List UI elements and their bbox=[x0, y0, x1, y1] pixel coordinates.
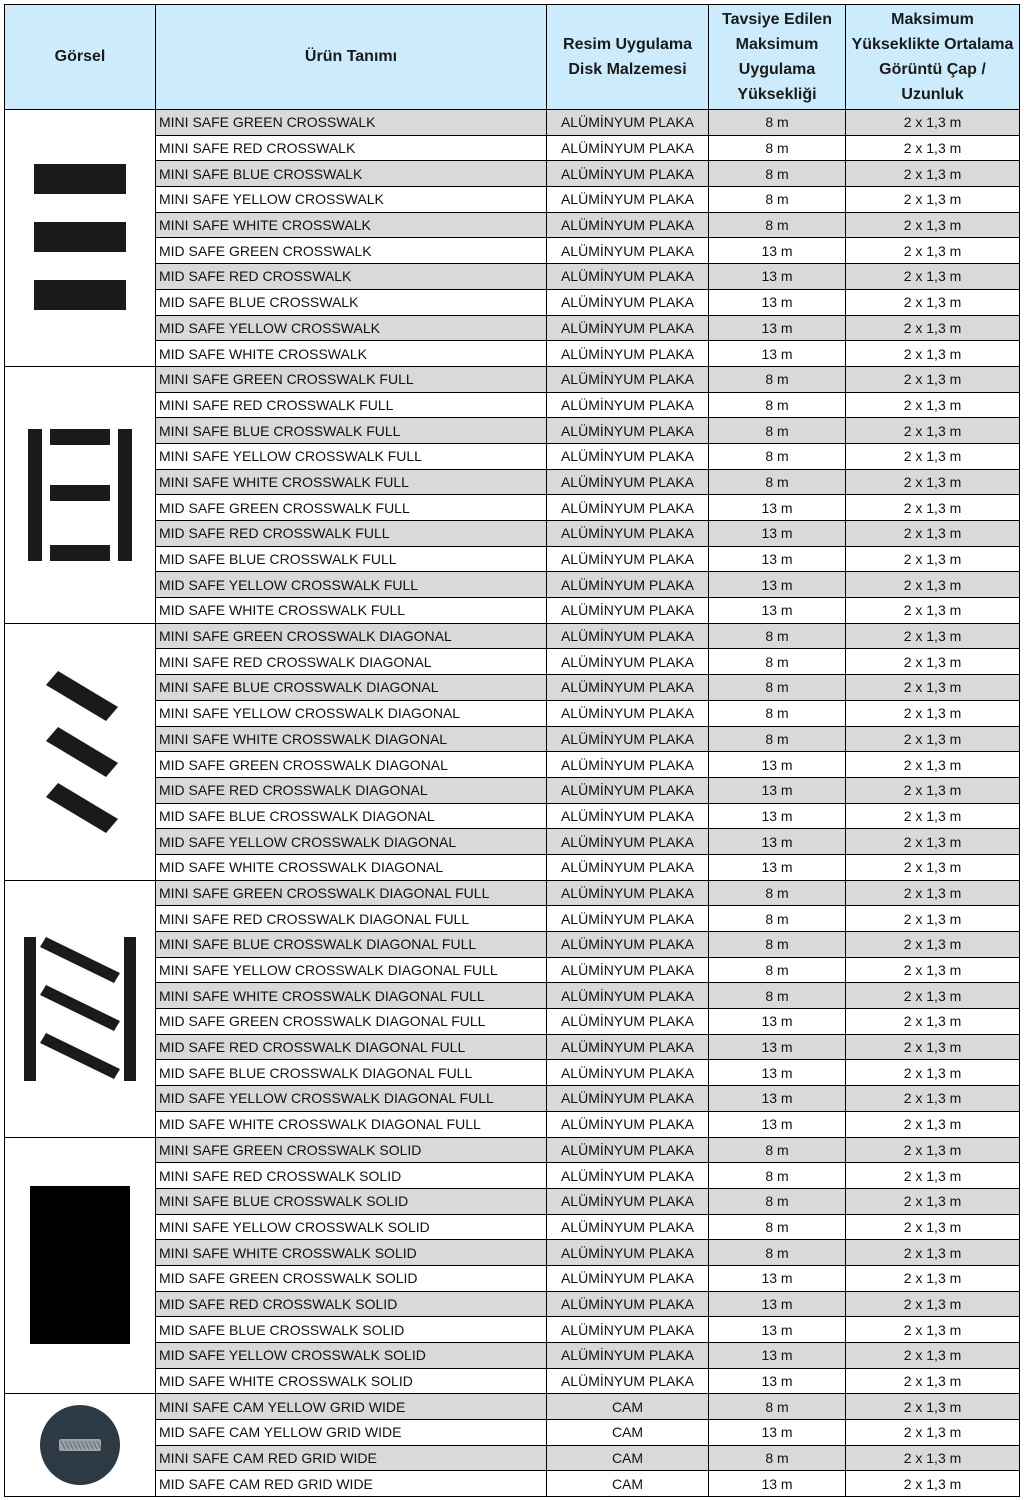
height-cell: 13 m bbox=[709, 1034, 846, 1060]
material-cell: CAM bbox=[547, 1445, 709, 1471]
gorsel-cell bbox=[5, 623, 156, 880]
size-cell: 2 x 1,3 m bbox=[846, 1394, 1020, 1420]
table-row bbox=[5, 238, 1020, 264]
product-name-cell: MID SAFE YELLOW CROSSWALK bbox=[156, 315, 547, 341]
table-row bbox=[5, 1034, 1020, 1060]
table-row bbox=[5, 777, 1020, 803]
product-name-cell: MINI SAFE CAM RED GRID WIDE bbox=[156, 1445, 547, 1471]
table-row bbox=[5, 110, 1020, 136]
material-cell: ALÜMİNYUM PLAKA bbox=[547, 572, 709, 598]
table-row bbox=[5, 1368, 1020, 1394]
height-cell: 8 m bbox=[709, 700, 846, 726]
material-cell: CAM bbox=[547, 1471, 709, 1497]
size-cell: 2 x 1,3 m bbox=[846, 1420, 1020, 1446]
height-cell: 8 m bbox=[709, 161, 846, 187]
material-cell: ALÜMİNYUM PLAKA bbox=[547, 649, 709, 675]
product-name-cell: MINI SAFE BLUE CROSSWALK DIAGONAL bbox=[156, 675, 547, 701]
size-cell: 2 x 1,3 m bbox=[846, 264, 1020, 290]
height-cell: 8 m bbox=[709, 1445, 846, 1471]
product-name-cell: MID SAFE BLUE CROSSWALK SOLID bbox=[156, 1317, 547, 1343]
material-cell: ALÜMİNYUM PLAKA bbox=[547, 1240, 709, 1266]
gorsel-cell bbox=[5, 1137, 156, 1394]
size-cell: 2 x 1,3 m bbox=[846, 1317, 1020, 1343]
size-cell: 2 x 1,3 m bbox=[846, 366, 1020, 392]
size-cell: 2 x 1,3 m bbox=[846, 932, 1020, 958]
size-cell: 2 x 1,3 m bbox=[846, 1060, 1020, 1086]
table-row bbox=[5, 392, 1020, 418]
product-name-cell: MINI SAFE YELLOW CROSSWALK SOLID bbox=[156, 1214, 547, 1240]
material-cell: ALÜMİNYUM PLAKA bbox=[547, 521, 709, 547]
table-row bbox=[5, 1240, 1020, 1266]
header-urun-tanimi: Ürün Tanımı bbox=[156, 5, 547, 110]
height-cell: 13 m bbox=[709, 238, 846, 264]
product-name-cell: MID SAFE RED CROSSWALK SOLID bbox=[156, 1291, 547, 1317]
table-row bbox=[5, 212, 1020, 238]
height-cell: 13 m bbox=[709, 777, 846, 803]
height-cell: 8 m bbox=[709, 392, 846, 418]
product-name-cell: MINI SAFE WHITE CROSSWALK DIAGONAL FULL bbox=[156, 983, 547, 1009]
product-name-cell: MINI SAFE WHITE CROSSWALK FULL bbox=[156, 469, 547, 495]
table-row bbox=[5, 1394, 1020, 1420]
product-name-cell: MID SAFE GREEN CROSSWALK DIAGONAL FULL bbox=[156, 1009, 547, 1035]
material-cell: ALÜMİNYUM PLAKA bbox=[547, 1265, 709, 1291]
size-cell: 2 x 1,3 m bbox=[846, 906, 1020, 932]
height-cell: 13 m bbox=[709, 752, 846, 778]
size-cell: 2 x 1,3 m bbox=[846, 110, 1020, 136]
size-cell: 2 x 1,3 m bbox=[846, 443, 1020, 469]
height-cell: 8 m bbox=[709, 443, 846, 469]
material-cell: ALÜMİNYUM PLAKA bbox=[547, 983, 709, 1009]
product-name-cell: MID SAFE GREEN CROSSWALK SOLID bbox=[156, 1265, 547, 1291]
table-row bbox=[5, 187, 1020, 213]
gorsel-cell bbox=[5, 1394, 156, 1497]
material-cell: ALÜMİNYUM PLAKA bbox=[547, 289, 709, 315]
product-name-cell: MID SAFE YELLOW CROSSWALK SOLID bbox=[156, 1343, 547, 1369]
product-name-cell: MID SAFE WHITE CROSSWALK SOLID bbox=[156, 1368, 547, 1394]
height-cell: 13 m bbox=[709, 1368, 846, 1394]
table-row bbox=[5, 521, 1020, 547]
material-cell: ALÜMİNYUM PLAKA bbox=[547, 1060, 709, 1086]
size-cell: 2 x 1,3 m bbox=[846, 1368, 1020, 1394]
table-row bbox=[5, 1060, 1020, 1086]
height-cell: 13 m bbox=[709, 1111, 846, 1137]
height-cell: 8 m bbox=[709, 135, 846, 161]
height-cell: 8 m bbox=[709, 1163, 846, 1189]
size-cell: 2 x 1,3 m bbox=[846, 315, 1020, 341]
size-cell: 2 x 1,3 m bbox=[846, 1163, 1020, 1189]
material-cell: ALÜMİNYUM PLAKA bbox=[547, 1086, 709, 1112]
table-row bbox=[5, 726, 1020, 752]
height-cell: 8 m bbox=[709, 1214, 846, 1240]
height-cell: 8 m bbox=[709, 1394, 846, 1420]
table-row bbox=[5, 752, 1020, 778]
material-cell: ALÜMİNYUM PLAKA bbox=[547, 469, 709, 495]
material-cell: ALÜMİNYUM PLAKA bbox=[547, 777, 709, 803]
product-name-cell: MID SAFE BLUE CROSSWALK FULL bbox=[156, 546, 547, 572]
material-cell: ALÜMİNYUM PLAKA bbox=[547, 803, 709, 829]
material-cell: ALÜMİNYUM PLAKA bbox=[547, 495, 709, 521]
size-cell: 2 x 1,3 m bbox=[846, 726, 1020, 752]
height-cell: 13 m bbox=[709, 572, 846, 598]
material-cell: CAM bbox=[547, 1420, 709, 1446]
crosswalk-full-icon bbox=[28, 429, 132, 561]
product-name-cell: MID SAFE BLUE CROSSWALK bbox=[156, 289, 547, 315]
height-cell: 13 m bbox=[709, 546, 846, 572]
height-cell: 13 m bbox=[709, 1265, 846, 1291]
size-cell: 2 x 1,3 m bbox=[846, 135, 1020, 161]
table-row bbox=[5, 1086, 1020, 1112]
size-cell: 2 x 1,3 m bbox=[846, 521, 1020, 547]
height-cell: 13 m bbox=[709, 829, 846, 855]
product-name-cell: MID SAFE WHITE CROSSWALK DIAGONAL FULL bbox=[156, 1111, 547, 1137]
gorsel-cell bbox=[5, 110, 156, 367]
table-row bbox=[5, 315, 1020, 341]
table-row bbox=[5, 983, 1020, 1009]
table-row bbox=[5, 1111, 1020, 1137]
material-cell: ALÜMİNYUM PLAKA bbox=[547, 906, 709, 932]
height-cell: 8 m bbox=[709, 366, 846, 392]
product-name-cell: MID SAFE RED CROSSWALK bbox=[156, 264, 547, 290]
table-row bbox=[5, 598, 1020, 624]
height-cell: 8 m bbox=[709, 675, 846, 701]
material-cell: ALÜMİNYUM PLAKA bbox=[547, 623, 709, 649]
product-name-cell: MINI SAFE WHITE CROSSWALK SOLID bbox=[156, 1240, 547, 1266]
table-row bbox=[5, 1420, 1020, 1446]
size-cell: 2 x 1,3 m bbox=[846, 572, 1020, 598]
table-row bbox=[5, 700, 1020, 726]
size-cell: 2 x 1,3 m bbox=[846, 1240, 1020, 1266]
size-cell: 2 x 1,3 m bbox=[846, 1265, 1020, 1291]
height-cell: 13 m bbox=[709, 495, 846, 521]
material-cell: ALÜMİNYUM PLAKA bbox=[547, 829, 709, 855]
table-row bbox=[5, 1445, 1020, 1471]
product-name-cell: MINI SAFE WHITE CROSSWALK DIAGONAL bbox=[156, 726, 547, 752]
product-name-cell: MINI SAFE RED CROSSWALK DIAGONAL bbox=[156, 649, 547, 675]
table-row bbox=[5, 957, 1020, 983]
height-cell: 8 m bbox=[709, 1137, 846, 1163]
material-cell: ALÜMİNYUM PLAKA bbox=[547, 1343, 709, 1369]
size-cell: 2 x 1,3 m bbox=[846, 1188, 1020, 1214]
table-row bbox=[5, 649, 1020, 675]
material-cell: ALÜMİNYUM PLAKA bbox=[547, 264, 709, 290]
product-name-cell: MINI SAFE RED CROSSWALK DIAGONAL FULL bbox=[156, 906, 547, 932]
height-cell: 8 m bbox=[709, 649, 846, 675]
size-cell: 2 x 1,3 m bbox=[846, 854, 1020, 880]
size-cell: 2 x 1,3 m bbox=[846, 957, 1020, 983]
height-cell: 8 m bbox=[709, 418, 846, 444]
product-name-cell: MINI SAFE YELLOW CROSSWALK FULL bbox=[156, 443, 547, 469]
height-cell: 8 m bbox=[709, 726, 846, 752]
size-cell: 2 x 1,3 m bbox=[846, 1343, 1020, 1369]
gorsel-cell bbox=[5, 880, 156, 1137]
size-cell: 2 x 1,3 m bbox=[846, 623, 1020, 649]
height-cell: 13 m bbox=[709, 1420, 846, 1446]
product-name-cell: MINI SAFE BLUE CROSSWALK DIAGONAL FULL bbox=[156, 932, 547, 958]
table-row bbox=[5, 1188, 1020, 1214]
product-name-cell: MID SAFE RED CROSSWALK DIAGONAL bbox=[156, 777, 547, 803]
height-cell: 8 m bbox=[709, 1188, 846, 1214]
material-cell: ALÜMİNYUM PLAKA bbox=[547, 1368, 709, 1394]
size-cell: 2 x 1,3 m bbox=[846, 1034, 1020, 1060]
size-cell: 2 x 1,3 m bbox=[846, 187, 1020, 213]
height-cell: 8 m bbox=[709, 1240, 846, 1266]
product-name-cell: MID SAFE CAM RED GRID WIDE bbox=[156, 1471, 547, 1497]
material-cell: ALÜMİNYUM PLAKA bbox=[547, 1009, 709, 1035]
height-cell: 13 m bbox=[709, 315, 846, 341]
size-cell: 2 x 1,3 m bbox=[846, 1445, 1020, 1471]
product-name-cell: MINI SAFE GREEN CROSSWALK FULL bbox=[156, 366, 547, 392]
header-yukseklik: Tavsiye Edilen Maksimum Uygulama Yüksekliği bbox=[709, 5, 846, 110]
table-row bbox=[5, 1291, 1020, 1317]
height-cell: 8 m bbox=[709, 957, 846, 983]
product-name-cell: MINI SAFE YELLOW CROSSWALK bbox=[156, 187, 547, 213]
height-cell: 8 m bbox=[709, 212, 846, 238]
product-name-cell: MINI SAFE WHITE CROSSWALK bbox=[156, 212, 547, 238]
table-row bbox=[5, 1137, 1020, 1163]
table-row bbox=[5, 1471, 1020, 1497]
material-cell: ALÜMİNYUM PLAKA bbox=[547, 1317, 709, 1343]
material-cell: ALÜMİNYUM PLAKA bbox=[547, 854, 709, 880]
crosswalk-bars-icon bbox=[34, 164, 126, 312]
product-name-cell: MINI SAFE GREEN CROSSWALK DIAGONAL FULL bbox=[156, 880, 547, 906]
material-cell: ALÜMİNYUM PLAKA bbox=[547, 135, 709, 161]
size-cell: 2 x 1,3 m bbox=[846, 752, 1020, 778]
crosswalk-solid-icon bbox=[30, 1186, 130, 1344]
material-cell: ALÜMİNYUM PLAKA bbox=[547, 418, 709, 444]
height-cell: 13 m bbox=[709, 341, 846, 367]
crosswalk-diagonal-icon bbox=[40, 671, 120, 833]
header-cap: Maksimum Yükseklikte Ortalama Görüntü Çap / Uzunluk bbox=[846, 5, 1020, 110]
height-cell: 13 m bbox=[709, 854, 846, 880]
product-name-cell: MID SAFE WHITE CROSSWALK bbox=[156, 341, 547, 367]
material-cell: ALÜMİNYUM PLAKA bbox=[547, 700, 709, 726]
material-cell: ALÜMİNYUM PLAKA bbox=[547, 932, 709, 958]
table-row bbox=[5, 1163, 1020, 1189]
product-name-cell: MINI SAFE GREEN CROSSWALK bbox=[156, 110, 547, 136]
product-table bbox=[4, 4, 1020, 1497]
height-cell: 13 m bbox=[709, 1086, 846, 1112]
table-row bbox=[5, 854, 1020, 880]
material-cell: ALÜMİNYUM PLAKA bbox=[547, 546, 709, 572]
height-cell: 13 m bbox=[709, 598, 846, 624]
size-cell: 2 x 1,3 m bbox=[846, 829, 1020, 855]
table-row bbox=[5, 289, 1020, 315]
table-row bbox=[5, 366, 1020, 392]
material-cell: ALÜMİNYUM PLAKA bbox=[547, 880, 709, 906]
size-cell: 2 x 1,3 m bbox=[846, 212, 1020, 238]
product-name-cell: MINI SAFE GREEN CROSSWALK DIAGONAL bbox=[156, 623, 547, 649]
size-cell: 2 x 1,3 m bbox=[846, 1214, 1020, 1240]
size-cell: 2 x 1,3 m bbox=[846, 880, 1020, 906]
product-name-cell: MID SAFE WHITE CROSSWALK DIAGONAL bbox=[156, 854, 547, 880]
table-row bbox=[5, 880, 1020, 906]
material-cell: ALÜMİNYUM PLAKA bbox=[547, 315, 709, 341]
size-cell: 2 x 1,3 m bbox=[846, 777, 1020, 803]
table-row bbox=[5, 495, 1020, 521]
product-name-cell: MID SAFE CAM YELLOW GRID WIDE bbox=[156, 1420, 547, 1446]
size-cell: 2 x 1,3 m bbox=[846, 418, 1020, 444]
material-cell: ALÜMİNYUM PLAKA bbox=[547, 1111, 709, 1137]
size-cell: 2 x 1,3 m bbox=[846, 1009, 1020, 1035]
height-cell: 13 m bbox=[709, 1060, 846, 1086]
table-row bbox=[5, 675, 1020, 701]
size-cell: 2 x 1,3 m bbox=[846, 649, 1020, 675]
size-cell: 2 x 1,3 m bbox=[846, 495, 1020, 521]
material-cell: ALÜMİNYUM PLAKA bbox=[547, 598, 709, 624]
size-cell: 2 x 1,3 m bbox=[846, 546, 1020, 572]
size-cell: 2 x 1,3 m bbox=[846, 161, 1020, 187]
height-cell: 8 m bbox=[709, 932, 846, 958]
product-name-cell: MINI SAFE RED CROSSWALK SOLID bbox=[156, 1163, 547, 1189]
height-cell: 8 m bbox=[709, 983, 846, 1009]
table-row bbox=[5, 906, 1020, 932]
product-name-cell: MINI SAFE RED CROSSWALK FULL bbox=[156, 392, 547, 418]
product-name-cell: MID SAFE BLUE CROSSWALK DIAGONAL FULL bbox=[156, 1060, 547, 1086]
height-cell: 13 m bbox=[709, 289, 846, 315]
table-row bbox=[5, 932, 1020, 958]
table-row bbox=[5, 829, 1020, 855]
table-row bbox=[5, 1214, 1020, 1240]
height-cell: 8 m bbox=[709, 187, 846, 213]
size-cell: 2 x 1,3 m bbox=[846, 238, 1020, 264]
cam-grid-disk-icon bbox=[39, 1404, 121, 1486]
product-name-cell: MID SAFE WHITE CROSSWALK FULL bbox=[156, 598, 547, 624]
material-cell: ALÜMİNYUM PLAKA bbox=[547, 1137, 709, 1163]
height-cell: 13 m bbox=[709, 1291, 846, 1317]
product-name-cell: MID SAFE RED CROSSWALK DIAGONAL FULL bbox=[156, 1034, 547, 1060]
crosswalk-diagonal-full-icon bbox=[24, 937, 136, 1081]
table-row bbox=[5, 264, 1020, 290]
gorsel-cell bbox=[5, 366, 156, 623]
height-cell: 8 m bbox=[709, 623, 846, 649]
product-name-cell: MID SAFE YELLOW CROSSWALK DIAGONAL bbox=[156, 829, 547, 855]
height-cell: 8 m bbox=[709, 906, 846, 932]
table-row bbox=[5, 135, 1020, 161]
product-name-cell: MINI SAFE RED CROSSWALK bbox=[156, 135, 547, 161]
size-cell: 2 x 1,3 m bbox=[846, 598, 1020, 624]
header-gorsel: Görsel bbox=[5, 5, 156, 110]
product-name-cell: MID SAFE GREEN CROSSWALK FULL bbox=[156, 495, 547, 521]
table-body bbox=[5, 110, 1020, 1497]
size-cell: 2 x 1,3 m bbox=[846, 289, 1020, 315]
height-cell: 13 m bbox=[709, 1343, 846, 1369]
product-name-cell: MID SAFE BLUE CROSSWALK DIAGONAL bbox=[156, 803, 547, 829]
table-row bbox=[5, 1317, 1020, 1343]
size-cell: 2 x 1,3 m bbox=[846, 1137, 1020, 1163]
material-cell: ALÜMİNYUM PLAKA bbox=[547, 443, 709, 469]
material-cell: ALÜMİNYUM PLAKA bbox=[547, 238, 709, 264]
product-name-cell: MINI SAFE BLUE CROSSWALK SOLID bbox=[156, 1188, 547, 1214]
material-cell: ALÜMİNYUM PLAKA bbox=[547, 726, 709, 752]
table-row bbox=[5, 623, 1020, 649]
height-cell: 13 m bbox=[709, 264, 846, 290]
material-cell: ALÜMİNYUM PLAKA bbox=[547, 752, 709, 778]
table-row bbox=[5, 546, 1020, 572]
header-row bbox=[5, 5, 1020, 110]
table-row bbox=[5, 572, 1020, 598]
material-cell: ALÜMİNYUM PLAKA bbox=[547, 1034, 709, 1060]
size-cell: 2 x 1,3 m bbox=[846, 1086, 1020, 1112]
table-row bbox=[5, 1009, 1020, 1035]
material-cell: CAM bbox=[547, 1394, 709, 1420]
material-cell: ALÜMİNYUM PLAKA bbox=[547, 1214, 709, 1240]
product-name-cell: MINI SAFE CAM YELLOW GRID WIDE bbox=[156, 1394, 547, 1420]
table-row bbox=[5, 1265, 1020, 1291]
material-cell: ALÜMİNYUM PLAKA bbox=[547, 1291, 709, 1317]
material-cell: ALÜMİNYUM PLAKA bbox=[547, 1188, 709, 1214]
height-cell: 13 m bbox=[709, 521, 846, 547]
table-row bbox=[5, 443, 1020, 469]
size-cell: 2 x 1,3 m bbox=[846, 700, 1020, 726]
height-cell: 8 m bbox=[709, 880, 846, 906]
material-cell: ALÜMİNYUM PLAKA bbox=[547, 1163, 709, 1189]
table-row bbox=[5, 1343, 1020, 1369]
material-cell: ALÜMİNYUM PLAKA bbox=[547, 110, 709, 136]
product-name-cell: MINI SAFE YELLOW CROSSWALK DIAGONAL bbox=[156, 700, 547, 726]
material-cell: ALÜMİNYUM PLAKA bbox=[547, 675, 709, 701]
height-cell: 8 m bbox=[709, 110, 846, 136]
material-cell: ALÜMİNYUM PLAKA bbox=[547, 366, 709, 392]
size-cell: 2 x 1,3 m bbox=[846, 392, 1020, 418]
height-cell: 13 m bbox=[709, 803, 846, 829]
product-name-cell: MINI SAFE BLUE CROSSWALK bbox=[156, 161, 547, 187]
product-name-cell: MID SAFE YELLOW CROSSWALK DIAGONAL FULL bbox=[156, 1086, 547, 1112]
height-cell: 13 m bbox=[709, 1317, 846, 1343]
height-cell: 13 m bbox=[709, 1009, 846, 1035]
material-cell: ALÜMİNYUM PLAKA bbox=[547, 161, 709, 187]
size-cell: 2 x 1,3 m bbox=[846, 675, 1020, 701]
table-row bbox=[5, 418, 1020, 444]
product-name-cell: MINI SAFE BLUE CROSSWALK FULL bbox=[156, 418, 547, 444]
table-row bbox=[5, 161, 1020, 187]
height-cell: 13 m bbox=[709, 1471, 846, 1497]
product-name-cell: MINI SAFE GREEN CROSSWALK SOLID bbox=[156, 1137, 547, 1163]
material-cell: ALÜMİNYUM PLAKA bbox=[547, 212, 709, 238]
material-cell: ALÜMİNYUM PLAKA bbox=[547, 187, 709, 213]
material-cell: ALÜMİNYUM PLAKA bbox=[547, 957, 709, 983]
size-cell: 2 x 1,3 m bbox=[846, 1471, 1020, 1497]
product-name-cell: MID SAFE YELLOW CROSSWALK FULL bbox=[156, 572, 547, 598]
material-cell: ALÜMİNYUM PLAKA bbox=[547, 341, 709, 367]
product-name-cell: MID SAFE GREEN CROSSWALK bbox=[156, 238, 547, 264]
product-name-cell: MID SAFE RED CROSSWALK FULL bbox=[156, 521, 547, 547]
table-row bbox=[5, 803, 1020, 829]
header-malzeme: Resim Uygulama Disk Malzemesi bbox=[547, 5, 709, 110]
size-cell: 2 x 1,3 m bbox=[846, 1111, 1020, 1137]
product-name-cell: MINI SAFE YELLOW CROSSWALK DIAGONAL FULL bbox=[156, 957, 547, 983]
size-cell: 2 x 1,3 m bbox=[846, 469, 1020, 495]
size-cell: 2 x 1,3 m bbox=[846, 341, 1020, 367]
size-cell: 2 x 1,3 m bbox=[846, 1291, 1020, 1317]
table-row bbox=[5, 341, 1020, 367]
size-cell: 2 x 1,3 m bbox=[846, 983, 1020, 1009]
material-cell: ALÜMİNYUM PLAKA bbox=[547, 392, 709, 418]
height-cell: 8 m bbox=[709, 469, 846, 495]
product-name-cell: MID SAFE GREEN CROSSWALK DIAGONAL bbox=[156, 752, 547, 778]
table-row bbox=[5, 469, 1020, 495]
size-cell: 2 x 1,3 m bbox=[846, 803, 1020, 829]
